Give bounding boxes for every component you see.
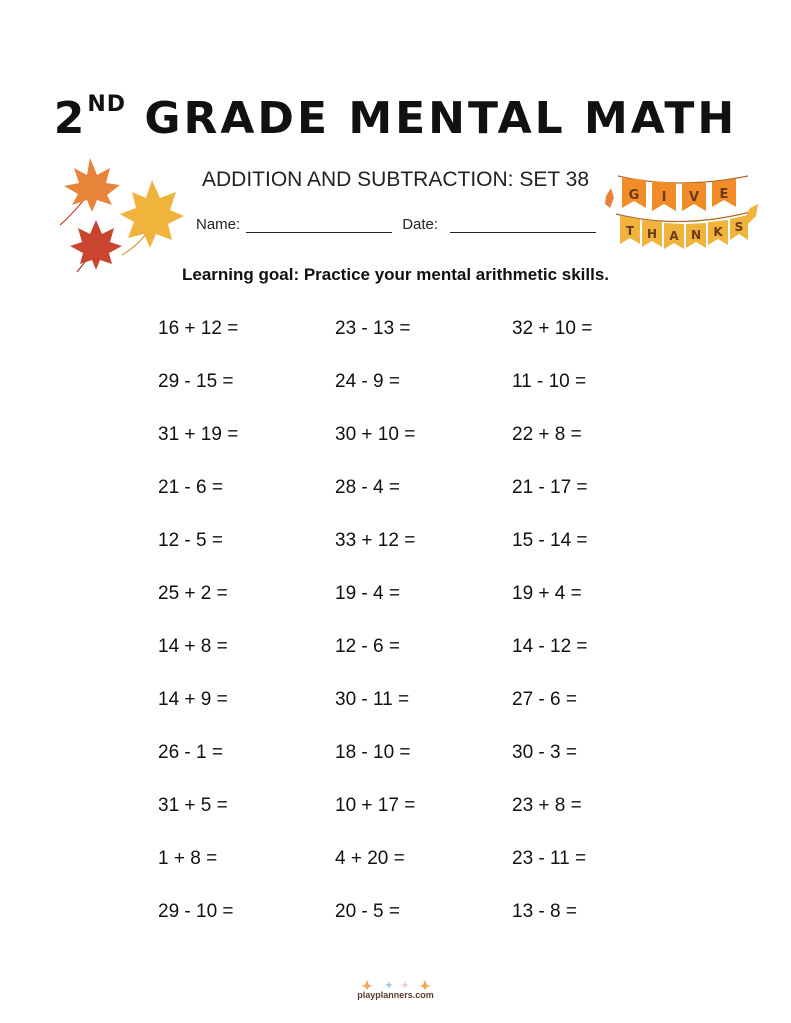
problem-row — [158, 901, 638, 954]
problem: 25 + 2 = — [158, 583, 228, 604]
problem: 12 - 5 = — [158, 530, 223, 551]
autumn-leaves-icon — [52, 150, 192, 280]
name-blank[interactable] — [246, 216, 392, 233]
title-text: GRADE MENTAL MATH — [126, 93, 738, 144]
problem: 22 + 8 = — [512, 424, 582, 445]
banner-letter: V — [688, 190, 700, 205]
problem: 14 + 9 = — [158, 689, 228, 710]
problem-row — [158, 530, 638, 583]
problem: 27 - 6 = — [512, 689, 577, 710]
problem: 24 - 9 = — [335, 371, 400, 392]
problem-row — [158, 371, 638, 424]
title-ordinal: ND — [87, 92, 127, 117]
problem: 32 + 10 = — [512, 318, 593, 339]
name-label: Name: — [196, 216, 241, 233]
problem: 23 + 8 = — [512, 795, 582, 816]
learning-goal: Learning goal: Practice your mental arithmetic skills. — [181, 265, 610, 284]
problem: 26 - 1 = — [158, 742, 223, 763]
problem: 1 + 8 = — [158, 848, 218, 869]
problem: 30 - 3 = — [512, 742, 577, 763]
problem: 21 - 17 = — [512, 477, 588, 498]
problem-row — [158, 583, 638, 636]
problems-grid — [158, 318, 638, 954]
page-title — [0, 92, 791, 144]
banner-letter: E — [719, 187, 729, 202]
problem: 23 - 13 = — [335, 318, 411, 339]
problem: 23 - 11 = — [512, 848, 587, 869]
name-date-fields — [196, 216, 596, 233]
problem-row — [158, 424, 638, 477]
page-subtitle: ADDITION AND SUBTRACTION: SET 38 — [201, 168, 589, 191]
problem: 10 + 17 = — [335, 795, 416, 816]
problem-row — [158, 636, 638, 689]
banner-letter: G — [628, 188, 640, 203]
problem-row — [158, 318, 638, 371]
problem: 14 - 12 = — [512, 636, 588, 657]
problem: 21 - 6 = — [158, 477, 223, 498]
problem: 15 - 14 = — [512, 530, 588, 551]
banner-letter: T — [625, 224, 635, 238]
banner-letter: S — [734, 220, 744, 234]
problem: 31 + 19 = — [158, 424, 239, 445]
problem: 29 - 10 = — [158, 901, 234, 922]
problem: 11 - 10 = — [512, 371, 587, 392]
problem: 31 + 5 = — [158, 795, 228, 816]
problem: 14 + 8 = — [158, 636, 228, 657]
problem-row — [158, 477, 638, 530]
problem: 16 + 12 = — [158, 318, 239, 339]
problem: 13 - 8 = — [512, 901, 577, 922]
problem: 4 + 20 = — [335, 848, 405, 869]
banner-letter: K — [713, 225, 723, 239]
problem-row — [158, 848, 638, 901]
give-thanks-banner-icon — [598, 168, 763, 258]
banner-letter: I — [661, 190, 667, 205]
problem-row — [158, 742, 638, 795]
problem: 18 - 10 = — [335, 742, 411, 763]
problem: 19 + 4 = — [512, 583, 582, 604]
problem: 29 - 15 = — [158, 371, 234, 392]
date-blank[interactable] — [450, 216, 596, 233]
date-label: Date: — [402, 216, 439, 233]
problem: 12 - 6 = — [335, 636, 400, 657]
problem: 30 - 11 = — [335, 689, 410, 710]
problem: 33 + 12 = — [335, 530, 416, 551]
footer-logo — [0, 980, 791, 1000]
banner-letter: N — [690, 228, 702, 242]
problem: 30 + 10 = — [335, 424, 416, 445]
banner-letter: A — [669, 229, 679, 243]
footer-text: playplanners.com — [357, 990, 434, 1000]
problem: 20 - 5 = — [335, 901, 400, 922]
sparkle-icon — [359, 980, 433, 990]
problem: 19 - 4 = — [335, 583, 400, 604]
problem-row — [158, 795, 638, 848]
problem: 28 - 4 = — [335, 477, 400, 498]
banner-letter: H — [646, 227, 658, 241]
title-number: 2 — [53, 93, 88, 144]
problem-row — [158, 689, 638, 742]
